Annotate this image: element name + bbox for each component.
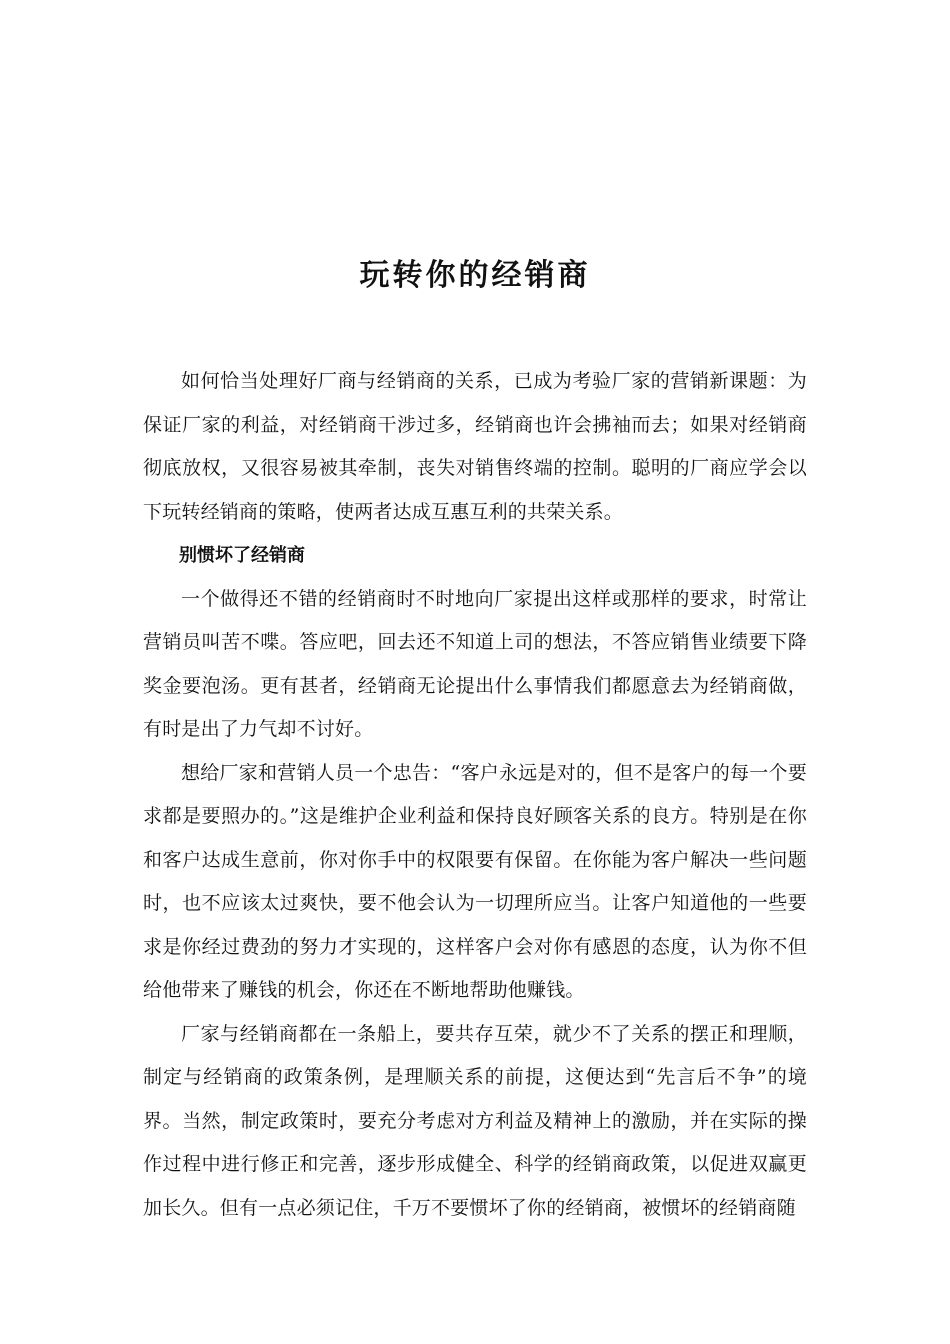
paragraph-demands: 一个做得还不错的经销商时不时地向厂家提出这样或那样的要求，时常让营销员叫苦不喋。答应吧，回去还不知道上司的想法，不答应销售业绩要下降奖金要泡汤。更有甚者，经销商无论提出什么事情我们都愿意去为经销商做，有时是出了力气却不讨好。 bbox=[143, 587, 807, 740]
paragraph-policy: 厂家与经销商都在一条船上，要共存互荣，就少不了关系的摆正和理顺，制定与经销商的政策条例，是理顺关系的前提，这便达到“先言后不争”的境界。当然，制定政策时，要充分考虑对方利益及精神上的激励，并在实际的操作过程中进行修正和完善，逐步形成健全、科学的经销商政策，以促进双赢更加长久。但有一点必须记住，千万不要惯坏了你的经销商，被惯坏的经销商随 bbox=[143, 1022, 807, 1219]
paragraph-intro: 如何恰当处理好厂商与经销商的关系，已成为考验厂家的营销新课题：为保证厂家的利益，对经销商干涉过多，经销商也许会拂袖而去；如果对经销商彻底放权，又很容易被其牵制，丧失对销售终端的控制。聪明的厂商应学会以下玩转经销商的策略，使两者达成互惠互利的共荣关系。 bbox=[143, 370, 807, 523]
paragraph-advice: 想给厂家和营销人员一个忠告：“客户永远是对的，但不是客户的每一个要求都是要照办的。”这是维护企业利益和保持良好顾客关系的良方。特别是在你和客户达成生意前，你对你手中的权限要有保留。在你能为客户解决一些问题时，也不应该太过爽快，要不他会认为一切理所应当。让客户知道他的一些要求是你经过费劲的努力才实现的，这样客户会对你有感恩的态度，认为你不但给他带来了赚钱的机会，你还在不断地帮助他赚钱。 bbox=[143, 761, 807, 1001]
document-title: 玩转你的经销商 bbox=[359, 258, 591, 293]
document-body bbox=[143, 360, 807, 1230]
section-heading: 别惯坏了经销商 bbox=[179, 545, 305, 566]
